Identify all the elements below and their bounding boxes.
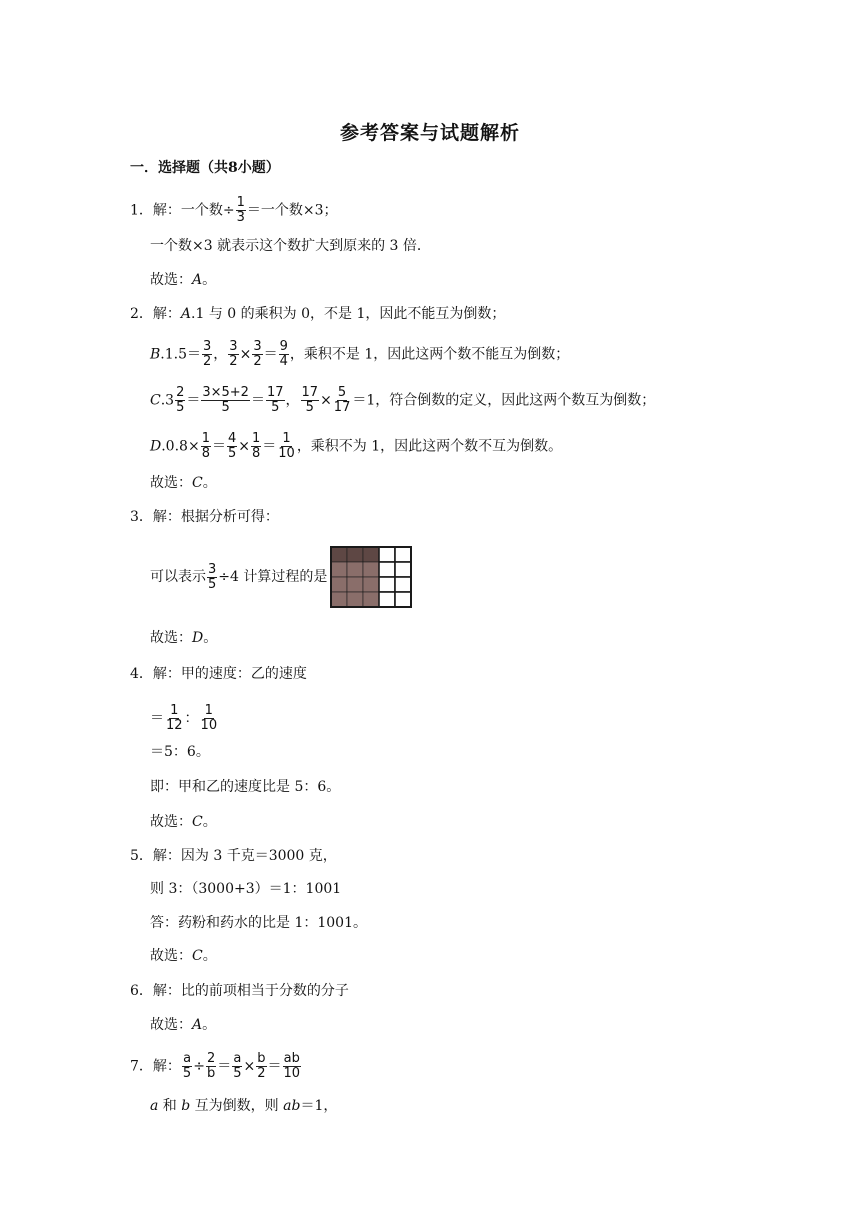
q3-line-1: 3．解：根据分析可得： — [130, 509, 279, 525]
grid-cell — [363, 547, 379, 562]
q7-line-2: a 和 b 互为倒数，则 ab＝1， — [150, 1098, 338, 1114]
grid-cell — [379, 562, 395, 577]
grid-cell — [347, 577, 363, 592]
fraction: $\frac{1}{3}$ — [236, 195, 245, 225]
q6-line-1: 6．解：比的前项相当于分数的分子 — [130, 983, 349, 999]
grid-cell — [331, 592, 347, 607]
q2-line-1: 2．解：A.1 与 0 的乘积为 0，不是 1，因此不能互为倒数； — [130, 306, 506, 322]
q6-answer: 故选：A。 — [150, 1017, 217, 1033]
grid-cell — [331, 547, 347, 562]
grid-cell — [379, 577, 395, 592]
q5-line-1: 5．解：因为 3 千克＝3000 克， — [130, 848, 337, 864]
q4-line-4: 即：甲和乙的速度比是 5：6。 — [150, 779, 341, 795]
page-title: 参考答案与试题解析 — [339, 122, 520, 144]
q2-line-3: C.3 $\frac{2}{5}$ ＝ $\frac{3\times 5+2}{5}$ ＝ $\frac{17}{5}$ ， $\frac{17}{5}$ × $\frac{5}{17}$ ＝1，符合倒数的定义，因此这两个数互为倒数； — [150, 385, 656, 415]
q2-answer: 故选：C。 — [150, 475, 217, 491]
q7-line-1: 7．解： $\frac{a}{5}$ ÷ $\frac{2}{b}$ ＝ $\frac{a}{5}$ × $\frac{b}{2}$ ＝ $\frac{ab}{10}$ — [130, 1051, 301, 1081]
q1-answer: 故选：A。 — [150, 272, 217, 288]
q4-line-2: ＝ $\frac{1}{12}$ ： $\frac{1}{10}$ — [150, 703, 218, 733]
grid-cell — [379, 547, 395, 562]
grid-cell — [347, 547, 363, 562]
grid-cell — [379, 592, 395, 607]
grid-cell — [363, 562, 379, 577]
q5-line-2: 则 3：（3000+3）＝1：1001 — [150, 881, 342, 897]
grid-cell — [347, 562, 363, 577]
q2-line-4: D.0.8× $\frac{1}{8}$ ＝ $\frac{4}{5}$ × $\frac{1}{8}$ ＝ $\frac{1}{10}$ ，乘积不为 1，因此这两个数不互为倒数。 — [150, 431, 563, 461]
q1-line-1: 1．解：一个数÷ $\frac{1}{3}$ ＝一个数×3； — [130, 195, 338, 225]
q3-answer: 故选：D。 — [150, 630, 218, 646]
section-heading: 一．选择题（共8小题） — [130, 160, 280, 176]
grid-cell — [363, 577, 379, 592]
fraction-grid-diagram — [329, 545, 413, 609]
q5-line-3: 答：药粉和药水的比是 1：1001。 — [150, 915, 367, 931]
grid-cell — [331, 577, 347, 592]
grid-cell — [331, 562, 347, 577]
grid-cell — [395, 592, 411, 607]
q1-line-2: 一个数×3 就表示这个数扩大到原来的 3 倍． — [150, 238, 431, 254]
q4-answer: 故选：C。 — [150, 814, 217, 830]
q4-line-1: 4．解：甲的速度：乙的速度 — [130, 666, 307, 682]
q2-line-2: B.1.5＝ $\frac{3}{2}$ ， $\frac{3}{2}$ × $\frac{3}{2}$ ＝ $\frac{9}{4}$ ，乘积不是 1，因此这两个数不能互为倒数； — [150, 339, 570, 369]
q5-answer: 故选：C。 — [150, 948, 217, 964]
grid-cell — [347, 592, 363, 607]
grid-cell — [395, 577, 411, 592]
grid-cell — [395, 562, 411, 577]
grid-cell — [363, 592, 379, 607]
q3-line-2: 可以表示 $\frac{3}{5}$ ÷4 计算过程的是 — [150, 545, 413, 609]
q4-line-3: ＝5：6。 — [150, 744, 210, 760]
grid-cell — [395, 547, 411, 562]
